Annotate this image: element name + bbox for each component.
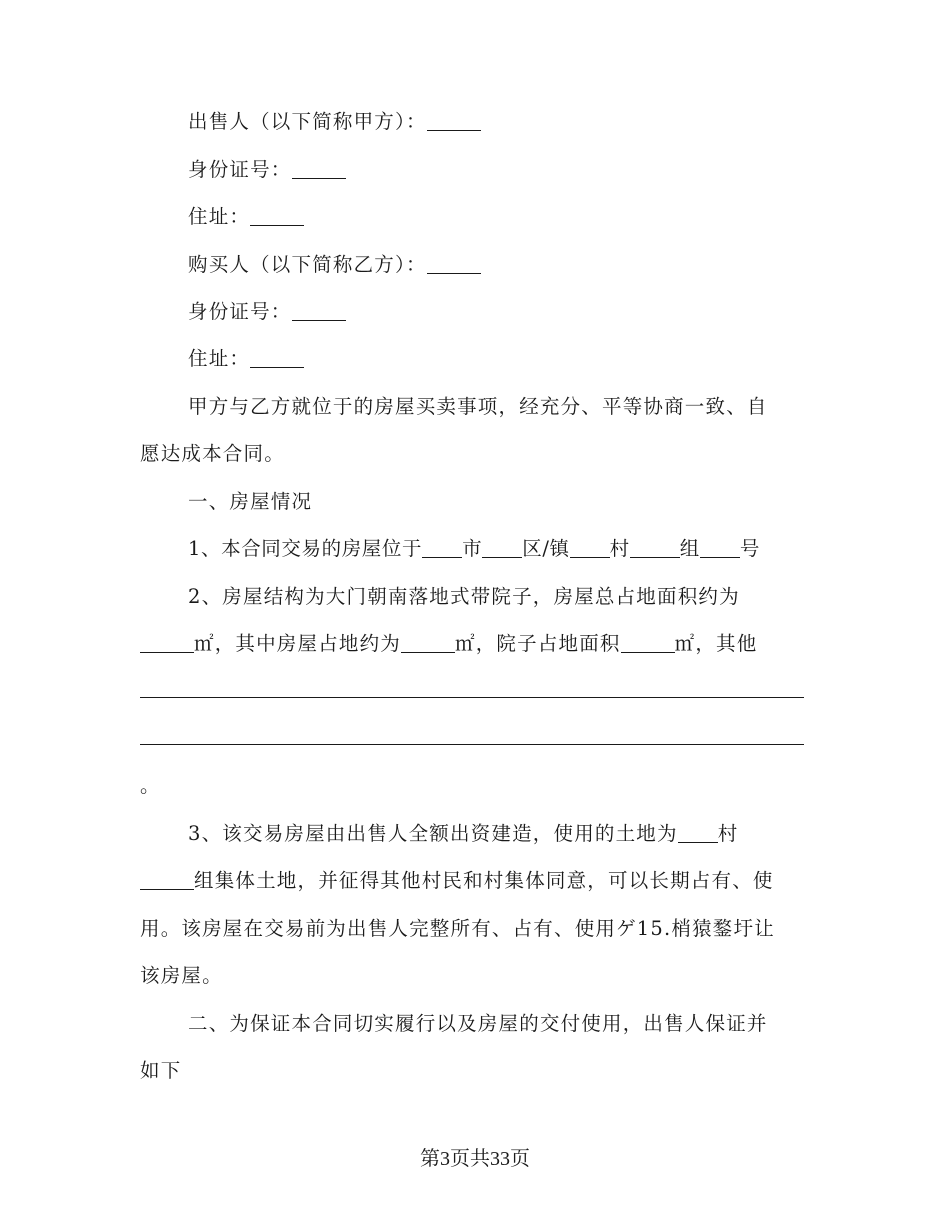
item1-text-city: 市 xyxy=(462,537,483,560)
buyer-id-label: 身份证号： xyxy=(188,300,292,323)
city-blank xyxy=(422,556,462,558)
item3-text-collective: 组集体土地，并征得其他村民和村集体同意，可以长期占有、使 xyxy=(194,869,774,892)
seller-address-line xyxy=(188,203,804,231)
item2-line-1: 2、房屋结构为大门朝南落地式带院子，房屋总占地面积约为 xyxy=(188,585,740,608)
item1-text-number: 号 xyxy=(739,537,760,560)
other-fill-line-2 xyxy=(140,744,804,745)
seller-address-label: 住址： xyxy=(188,205,251,228)
buyer-line xyxy=(188,251,804,279)
number-blank xyxy=(700,556,740,558)
item1-text-village: 村 xyxy=(609,537,630,560)
district-blank xyxy=(482,556,522,558)
intro-line-2: 愿达成本合同。 xyxy=(140,442,285,465)
yard-area-blank xyxy=(621,651,675,653)
item2-text-yard-area: ㎡，院子占地面积 xyxy=(455,632,621,655)
item3-line-4: 该房屋。 xyxy=(140,964,223,987)
buyer-address-label: 住址： xyxy=(188,347,251,370)
item2-text-other: ㎡，其他 xyxy=(674,632,758,655)
buyer-label: 购买人（以下简称乙方）： xyxy=(188,253,427,276)
seller-id-blank xyxy=(292,177,346,179)
item3-line-3: 用。该房屋在交易前为出售人完整所有、占有、使用ゲ15.梢猿鍪圩让 xyxy=(140,917,775,940)
item3-line-1 xyxy=(188,820,804,848)
buyer-name-blank xyxy=(427,272,481,274)
item1-line xyxy=(188,535,804,563)
land-group-blank xyxy=(140,888,194,890)
item1-text-district: 区/镇 xyxy=(522,537,570,560)
land-village-blank xyxy=(678,841,718,843)
house-area-blank xyxy=(401,651,455,653)
seller-label: 出售人（以下简称甲方）： xyxy=(188,110,427,133)
total-area-blank xyxy=(140,651,194,653)
buyer-address-blank xyxy=(250,366,304,368)
item1-text-location: 1、本合同交易的房屋位于 xyxy=(188,537,423,560)
section1-heading: 一、房屋情况 xyxy=(188,490,313,513)
seller-line xyxy=(188,108,804,136)
item2-end: 。 xyxy=(140,774,161,797)
village-blank xyxy=(570,556,610,558)
group-blank xyxy=(630,556,680,558)
seller-id-line xyxy=(188,156,804,184)
buyer-id-line xyxy=(188,298,804,326)
buyer-id-blank xyxy=(292,319,346,321)
intro-line-1: 甲方与乙方就位于的房屋买卖事项，经充分、平等协商一致、自 xyxy=(188,395,768,418)
item2-line-2 xyxy=(140,630,804,658)
item3-text-land: 3、该交易房屋由出售人全额出资建造，使用的土地为 xyxy=(188,822,678,845)
page-number: 第3页共33页 xyxy=(420,1148,530,1170)
item2-text-house-area: ㎡，其中房屋占地约为 xyxy=(194,632,402,655)
buyer-address-line xyxy=(188,345,804,373)
other-fill-line-1 xyxy=(140,697,804,698)
seller-name-blank xyxy=(427,129,481,131)
seller-id-label: 身份证号： xyxy=(188,158,292,181)
section2-line-1: 二、为保证本合同切实履行以及房屋的交付使用，出售人保证并 xyxy=(188,1012,768,1035)
item3-text-village: 村 xyxy=(717,822,739,845)
item3-line-2 xyxy=(140,867,804,895)
seller-address-blank xyxy=(250,224,304,226)
section2-line-2: 如下 xyxy=(140,1059,182,1082)
item1-text-group: 组 xyxy=(679,537,700,560)
